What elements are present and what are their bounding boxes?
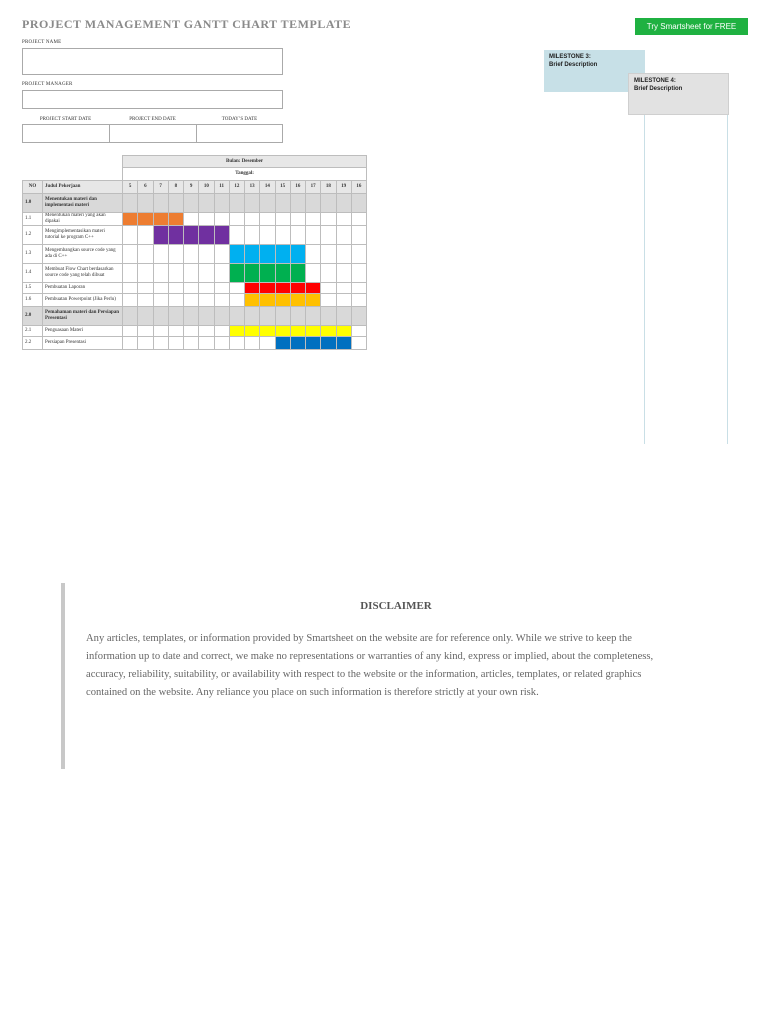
gantt-cell — [336, 212, 351, 225]
gantt-cell — [321, 193, 336, 212]
gantt-cell — [168, 306, 183, 325]
gantt-cell — [153, 293, 168, 306]
gantt-bar-segment — [290, 263, 305, 282]
today-date-field[interactable] — [196, 124, 283, 143]
gantt-cell — [138, 336, 153, 349]
gantt-cell — [321, 306, 336, 325]
gantt-cell — [168, 325, 183, 336]
day-header: 16 — [351, 180, 366, 193]
gantt-bar-segment — [275, 263, 290, 282]
gantt-cell — [123, 263, 138, 282]
task-number: 1.5 — [23, 282, 43, 293]
task-title: Penguasaan Materi — [43, 325, 123, 336]
gantt-bar-segment — [290, 325, 305, 336]
gantt-cell — [199, 212, 214, 225]
gantt-cell — [214, 336, 229, 349]
gantt-cell — [321, 244, 336, 263]
gantt-cell — [275, 193, 290, 212]
day-header: 17 — [306, 180, 321, 193]
gantt-row — [23, 336, 367, 349]
project-manager-field[interactable] — [22, 90, 283, 109]
gantt-cell — [260, 193, 275, 212]
gantt-cell — [184, 193, 199, 212]
gantt-cell — [306, 306, 321, 325]
gantt-cell — [260, 306, 275, 325]
gantt-cell — [138, 193, 153, 212]
task-number: 1.2 — [23, 225, 43, 244]
gantt-cell — [153, 282, 168, 293]
gantt-cell — [199, 244, 214, 263]
gantt-cell — [168, 244, 183, 263]
gantt-cell — [138, 325, 153, 336]
gantt-cell — [123, 306, 138, 325]
gantt-cell — [214, 282, 229, 293]
gantt-bar-segment — [245, 293, 260, 306]
gantt-cell — [351, 293, 366, 306]
day-header: 13 — [245, 180, 260, 193]
task-title: Membuat Flow Chart berdasarkan source code yang telah dibuat — [43, 263, 123, 282]
gantt-cell — [336, 293, 351, 306]
day-header: 8 — [168, 180, 183, 193]
today-date-label: TODAY’S DATE — [221, 117, 258, 122]
gantt-row — [23, 293, 367, 306]
task-title: Pemahaman materi dan Persiapan Presentasi — [43, 306, 123, 325]
gantt-cell — [168, 282, 183, 293]
gantt-cell — [123, 244, 138, 263]
gantt-bar-segment — [290, 282, 305, 293]
gantt-cell — [168, 336, 183, 349]
disclaimer-title: DISCLAIMER — [360, 600, 432, 612]
gantt-row — [23, 225, 367, 244]
gantt-cell — [123, 336, 138, 349]
gantt-row — [23, 212, 367, 225]
gantt-cell — [275, 212, 290, 225]
gantt-cell — [153, 193, 168, 212]
day-header: 11 — [214, 180, 229, 193]
gantt-cell — [153, 306, 168, 325]
gantt-row — [23, 282, 367, 293]
gantt-bar-segment — [275, 293, 290, 306]
gantt-cell — [351, 325, 366, 336]
start-date-label: PROJECT START DATE — [39, 117, 92, 122]
project-manager-label: PROJECT MANAGER — [22, 82, 73, 87]
gantt-bar-segment — [245, 263, 260, 282]
milestone-4-desc: Brief Description — [634, 86, 683, 92]
gantt-cell — [123, 325, 138, 336]
gantt-cell — [229, 193, 244, 212]
gantt-cell — [123, 282, 138, 293]
gantt-cell — [138, 263, 153, 282]
gantt-bar-segment — [260, 282, 275, 293]
gantt-bar-segment — [260, 263, 275, 282]
gantt-cell — [184, 306, 199, 325]
gantt-cell — [306, 263, 321, 282]
gantt-bar-segment — [153, 212, 168, 225]
day-header: 7 — [153, 180, 168, 193]
gantt-bar-segment — [275, 336, 290, 349]
try-smartsheet-button[interactable]: Try Smartsheet for FREE — [635, 18, 748, 35]
gantt-bar-segment — [153, 225, 168, 244]
gantt-bar-segment — [275, 244, 290, 263]
gantt-bar-segment — [290, 244, 305, 263]
gantt-cell — [199, 325, 214, 336]
gantt-cell — [260, 225, 275, 244]
gantt-cell — [199, 193, 214, 212]
milestone-3-title: MILESTONE 3: — [549, 54, 591, 60]
gantt-cell — [336, 193, 351, 212]
gantt-bar-segment — [229, 325, 244, 336]
gantt-cell — [184, 293, 199, 306]
disclaimer-body: Any articles, templates, or information provided by Smartsheet on the website are for reference only. While we strive to keep the information up to date and correct, we make no representations or warranties of any kind, express or implied, about the completeness, accuracy, reliability, suitability, or availability with respect to the website or the information, articles, templates, or related graphics contained on the website. Any reliance you place on such information is therefore strictly at your own risk. — [86, 633, 654, 698]
gantt-cell — [138, 306, 153, 325]
gantt-cell — [229, 282, 244, 293]
gantt-cell — [245, 225, 260, 244]
gantt-cell — [351, 212, 366, 225]
milestone-3-line — [644, 92, 645, 444]
day-header: 19 — [336, 180, 351, 193]
gantt-row — [23, 263, 367, 282]
gantt-cell — [184, 282, 199, 293]
gantt-table — [22, 155, 367, 350]
gantt-cell — [214, 263, 229, 282]
gantt-bar-segment — [184, 225, 199, 244]
gantt-cell — [184, 212, 199, 225]
milestone-3-desc: Brief Description — [549, 62, 598, 68]
gantt-cell — [290, 306, 305, 325]
gantt-bar-segment — [260, 325, 275, 336]
gantt-cell — [245, 193, 260, 212]
task-title: Persiapan Presentasi — [43, 336, 123, 349]
gantt-cell — [168, 293, 183, 306]
day-header: 12 — [229, 180, 244, 193]
end-date-label: PROJECT END DATE — [129, 117, 176, 122]
gantt-bar-segment — [336, 336, 351, 349]
gantt-bar-segment — [245, 244, 260, 263]
gantt-bar-segment — [138, 212, 153, 225]
gantt-cell — [321, 263, 336, 282]
gantt-cell — [138, 244, 153, 263]
day-header: 10 — [199, 180, 214, 193]
gantt-cell — [199, 306, 214, 325]
gantt-bar-segment — [199, 225, 214, 244]
task-title: Menentukan materi yang akan dipakai — [43, 212, 123, 225]
gantt-row — [23, 325, 367, 336]
gantt-cell — [168, 263, 183, 282]
gantt-bar-segment — [229, 244, 244, 263]
gantt-cell — [351, 282, 366, 293]
gantt-cell — [214, 306, 229, 325]
task-number: 1.3 — [23, 244, 43, 263]
gantt-cell — [153, 244, 168, 263]
task-number: 2.2 — [23, 336, 43, 349]
col-no-header: NO — [23, 180, 43, 193]
gantt-cell — [245, 336, 260, 349]
page-title: PROJECT MANAGEMENT GANTT CHART TEMPLATE — [22, 17, 352, 31]
month-header: Bulan: Desember — [123, 156, 367, 168]
gantt-cell — [260, 336, 275, 349]
gantt-bar-segment — [260, 293, 275, 306]
gantt-cell — [184, 244, 199, 263]
gantt-bar-segment — [321, 336, 336, 349]
gantt-cell — [321, 225, 336, 244]
gantt-cell — [321, 212, 336, 225]
gantt-cell — [184, 325, 199, 336]
gantt-cell — [138, 282, 153, 293]
task-title: Mengimplementasikan materi tutorial ke program C++ — [43, 225, 123, 244]
gantt-cell — [336, 225, 351, 244]
task-number: 1.6 — [23, 293, 43, 306]
gantt-bar-segment — [275, 325, 290, 336]
day-header: 16 — [290, 180, 305, 193]
gantt-cell — [351, 193, 366, 212]
gantt-bar-segment — [306, 325, 321, 336]
gantt-cell — [153, 263, 168, 282]
disclaimer-rule — [61, 583, 65, 769]
task-number: 2.0 — [23, 306, 43, 325]
gantt-cell — [306, 212, 321, 225]
gantt-cell — [199, 293, 214, 306]
gantt-cell — [336, 263, 351, 282]
gantt-cell — [229, 225, 244, 244]
day-header: 18 — [321, 180, 336, 193]
gantt-cell — [214, 212, 229, 225]
gantt-cell — [138, 225, 153, 244]
milestone-4-line — [727, 115, 728, 444]
gantt-bar-segment — [306, 336, 321, 349]
gantt-bar-segment — [123, 212, 138, 225]
gantt-cell — [138, 293, 153, 306]
gantt-cell — [351, 244, 366, 263]
start-date-field[interactable] — [22, 124, 110, 143]
task-title: Mengembangkan source code yang ada di C++ — [43, 244, 123, 263]
gantt-cell — [351, 306, 366, 325]
gantt-cell — [306, 225, 321, 244]
day-header: 5 — [123, 180, 138, 193]
gantt-cell — [123, 225, 138, 244]
gantt-cell — [168, 193, 183, 212]
gantt-row — [23, 193, 367, 212]
gantt-cell — [336, 244, 351, 263]
gantt-bar-segment — [306, 282, 321, 293]
gantt-cell — [184, 336, 199, 349]
gantt-cell — [321, 293, 336, 306]
gantt-cell — [229, 293, 244, 306]
project-name-label: PROJECT NAME — [22, 40, 62, 45]
gantt-cell — [290, 193, 305, 212]
gantt-bar-segment — [168, 212, 183, 225]
gantt-bar-segment — [245, 282, 260, 293]
gantt-cell — [123, 293, 138, 306]
task-number: 1.4 — [23, 263, 43, 282]
col-task-header: Judul Pekerjaan — [43, 180, 123, 193]
gantt-bar-segment — [275, 282, 290, 293]
day-header: 9 — [184, 180, 199, 193]
task-title: Pembuatan Powerpoint (Jika Perlu) — [43, 293, 123, 306]
gantt-bar-segment — [229, 263, 244, 282]
gantt-cell — [229, 212, 244, 225]
milestone-4-title: MILESTONE 4: — [634, 78, 676, 84]
gantt-cell — [260, 212, 275, 225]
gantt-cell — [229, 306, 244, 325]
gantt-cell — [336, 282, 351, 293]
gantt-cell — [245, 306, 260, 325]
day-header: 15 — [275, 180, 290, 193]
gantt-cell — [199, 282, 214, 293]
gantt-cell — [199, 336, 214, 349]
gantt-cell — [199, 263, 214, 282]
project-name-field[interactable] — [22, 48, 283, 75]
gantt-row — [23, 244, 367, 263]
gantt-cell — [153, 336, 168, 349]
gantt-cell — [290, 212, 305, 225]
gantt-cell — [214, 325, 229, 336]
gantt-cell — [306, 244, 321, 263]
task-title: Menentukan materi dan implementasi materi — [43, 193, 123, 212]
gantt-bar-segment — [336, 325, 351, 336]
gantt-cell — [229, 336, 244, 349]
gantt-cell — [321, 282, 336, 293]
gantt-cell — [351, 336, 366, 349]
task-number: 1.1 — [23, 212, 43, 225]
milestone-4-card — [628, 73, 729, 115]
task-number: 1.0 — [23, 193, 43, 212]
task-number: 2.1 — [23, 325, 43, 336]
gantt-row — [23, 306, 367, 325]
end-date-field[interactable] — [109, 124, 197, 143]
gantt-cell — [336, 306, 351, 325]
gantt-cell — [245, 212, 260, 225]
gantt-bar-segment — [290, 336, 305, 349]
gantt-bar-segment — [321, 325, 336, 336]
gantt-bar-segment — [214, 225, 229, 244]
gantt-cell — [306, 193, 321, 212]
gantt-cell — [351, 225, 366, 244]
gantt-bar-segment — [168, 225, 183, 244]
gantt-cell — [184, 263, 199, 282]
gantt-bar-segment — [245, 325, 260, 336]
gantt-cell — [153, 325, 168, 336]
gantt-cell — [123, 193, 138, 212]
day-header: 14 — [260, 180, 275, 193]
gantt-bar-segment — [306, 293, 321, 306]
gantt-cell — [275, 225, 290, 244]
gantt-cell — [214, 193, 229, 212]
gantt-cell — [275, 306, 290, 325]
gantt-cell — [351, 263, 366, 282]
gantt-cell — [290, 225, 305, 244]
gantt-cell — [214, 244, 229, 263]
date-header: Tanggal: — [123, 168, 367, 181]
gantt-bar-segment — [260, 244, 275, 263]
gantt-cell — [214, 293, 229, 306]
day-header: 6 — [138, 180, 153, 193]
task-title: Pembuatan Laporan — [43, 282, 123, 293]
gantt-bar-segment — [290, 293, 305, 306]
